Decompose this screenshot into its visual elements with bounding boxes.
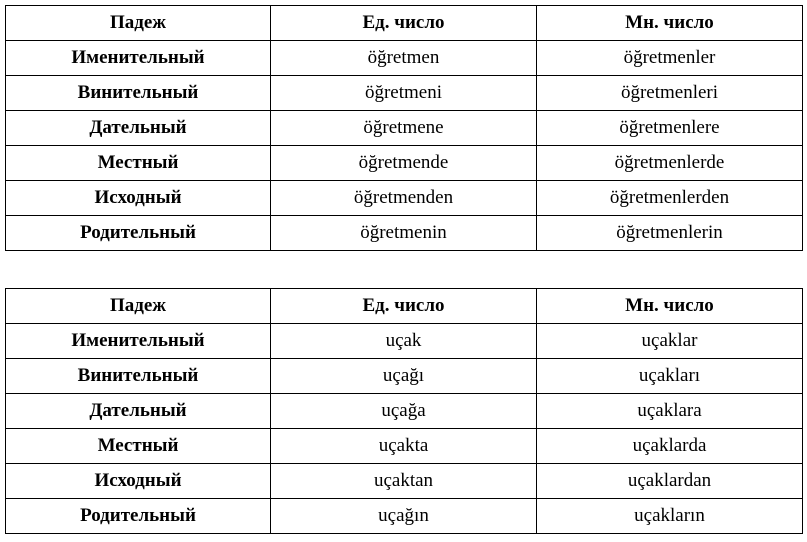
plural-form: uçaklar: [537, 324, 803, 359]
plural-form: uçakların: [537, 499, 803, 534]
plural-form: öğretmenlerde: [537, 146, 803, 181]
singular-form: öğretmenden: [271, 181, 537, 216]
plural-form: uçaklarda: [537, 429, 803, 464]
case-name: Дательный: [6, 111, 271, 146]
table-row: [6, 216, 803, 251]
singular-form: uçakta: [271, 429, 537, 464]
table-row: [6, 111, 803, 146]
singular-form: uçağın: [271, 499, 537, 534]
plural-form: öğretmenlere: [537, 111, 803, 146]
header-singular: Ед. число: [271, 6, 537, 41]
case-name: Винительный: [6, 76, 271, 111]
case-name: Местный: [6, 146, 271, 181]
case-name: Именительный: [6, 324, 271, 359]
case-name: Дательный: [6, 394, 271, 429]
singular-form: uçaktan: [271, 464, 537, 499]
declension-table-ucak: [5, 288, 803, 534]
header-case: Падеж: [6, 289, 271, 324]
table-row: [6, 359, 803, 394]
table-header-row: [6, 289, 803, 324]
table-row: [6, 464, 803, 499]
plural-form: öğretmenlerden: [537, 181, 803, 216]
table-row: [6, 324, 803, 359]
plural-form: uçakları: [537, 359, 803, 394]
singular-form: öğretmen: [271, 41, 537, 76]
singular-form: öğretmende: [271, 146, 537, 181]
plural-form: öğretmenler: [537, 41, 803, 76]
case-name: Местный: [6, 429, 271, 464]
plural-form: uçaklardan: [537, 464, 803, 499]
plural-form: öğretmenlerin: [537, 216, 803, 251]
case-name: Исходный: [6, 464, 271, 499]
table-row: [6, 76, 803, 111]
singular-form: öğretmenin: [271, 216, 537, 251]
table-row: [6, 41, 803, 76]
declension-table-ogretmen: [5, 5, 803, 251]
table-row: [6, 394, 803, 429]
singular-form: uçağa: [271, 394, 537, 429]
case-name: Родительный: [6, 499, 271, 534]
header-case: Падеж: [6, 6, 271, 41]
singular-form: öğretmene: [271, 111, 537, 146]
case-name: Именительный: [6, 41, 271, 76]
header-singular: Ед. число: [271, 289, 537, 324]
table-row: [6, 146, 803, 181]
singular-form: öğretmeni: [271, 76, 537, 111]
singular-form: uçak: [271, 324, 537, 359]
case-name: Винительный: [6, 359, 271, 394]
header-plural: Мн. число: [537, 6, 803, 41]
table-header-row: [6, 6, 803, 41]
plural-form: öğretmenleri: [537, 76, 803, 111]
table-row: [6, 181, 803, 216]
case-name: Исходный: [6, 181, 271, 216]
singular-form: uçağı: [271, 359, 537, 394]
table-row: [6, 429, 803, 464]
header-plural: Мн. число: [537, 289, 803, 324]
case-name: Родительный: [6, 216, 271, 251]
table-row: [6, 499, 803, 534]
plural-form: uçaklara: [537, 394, 803, 429]
